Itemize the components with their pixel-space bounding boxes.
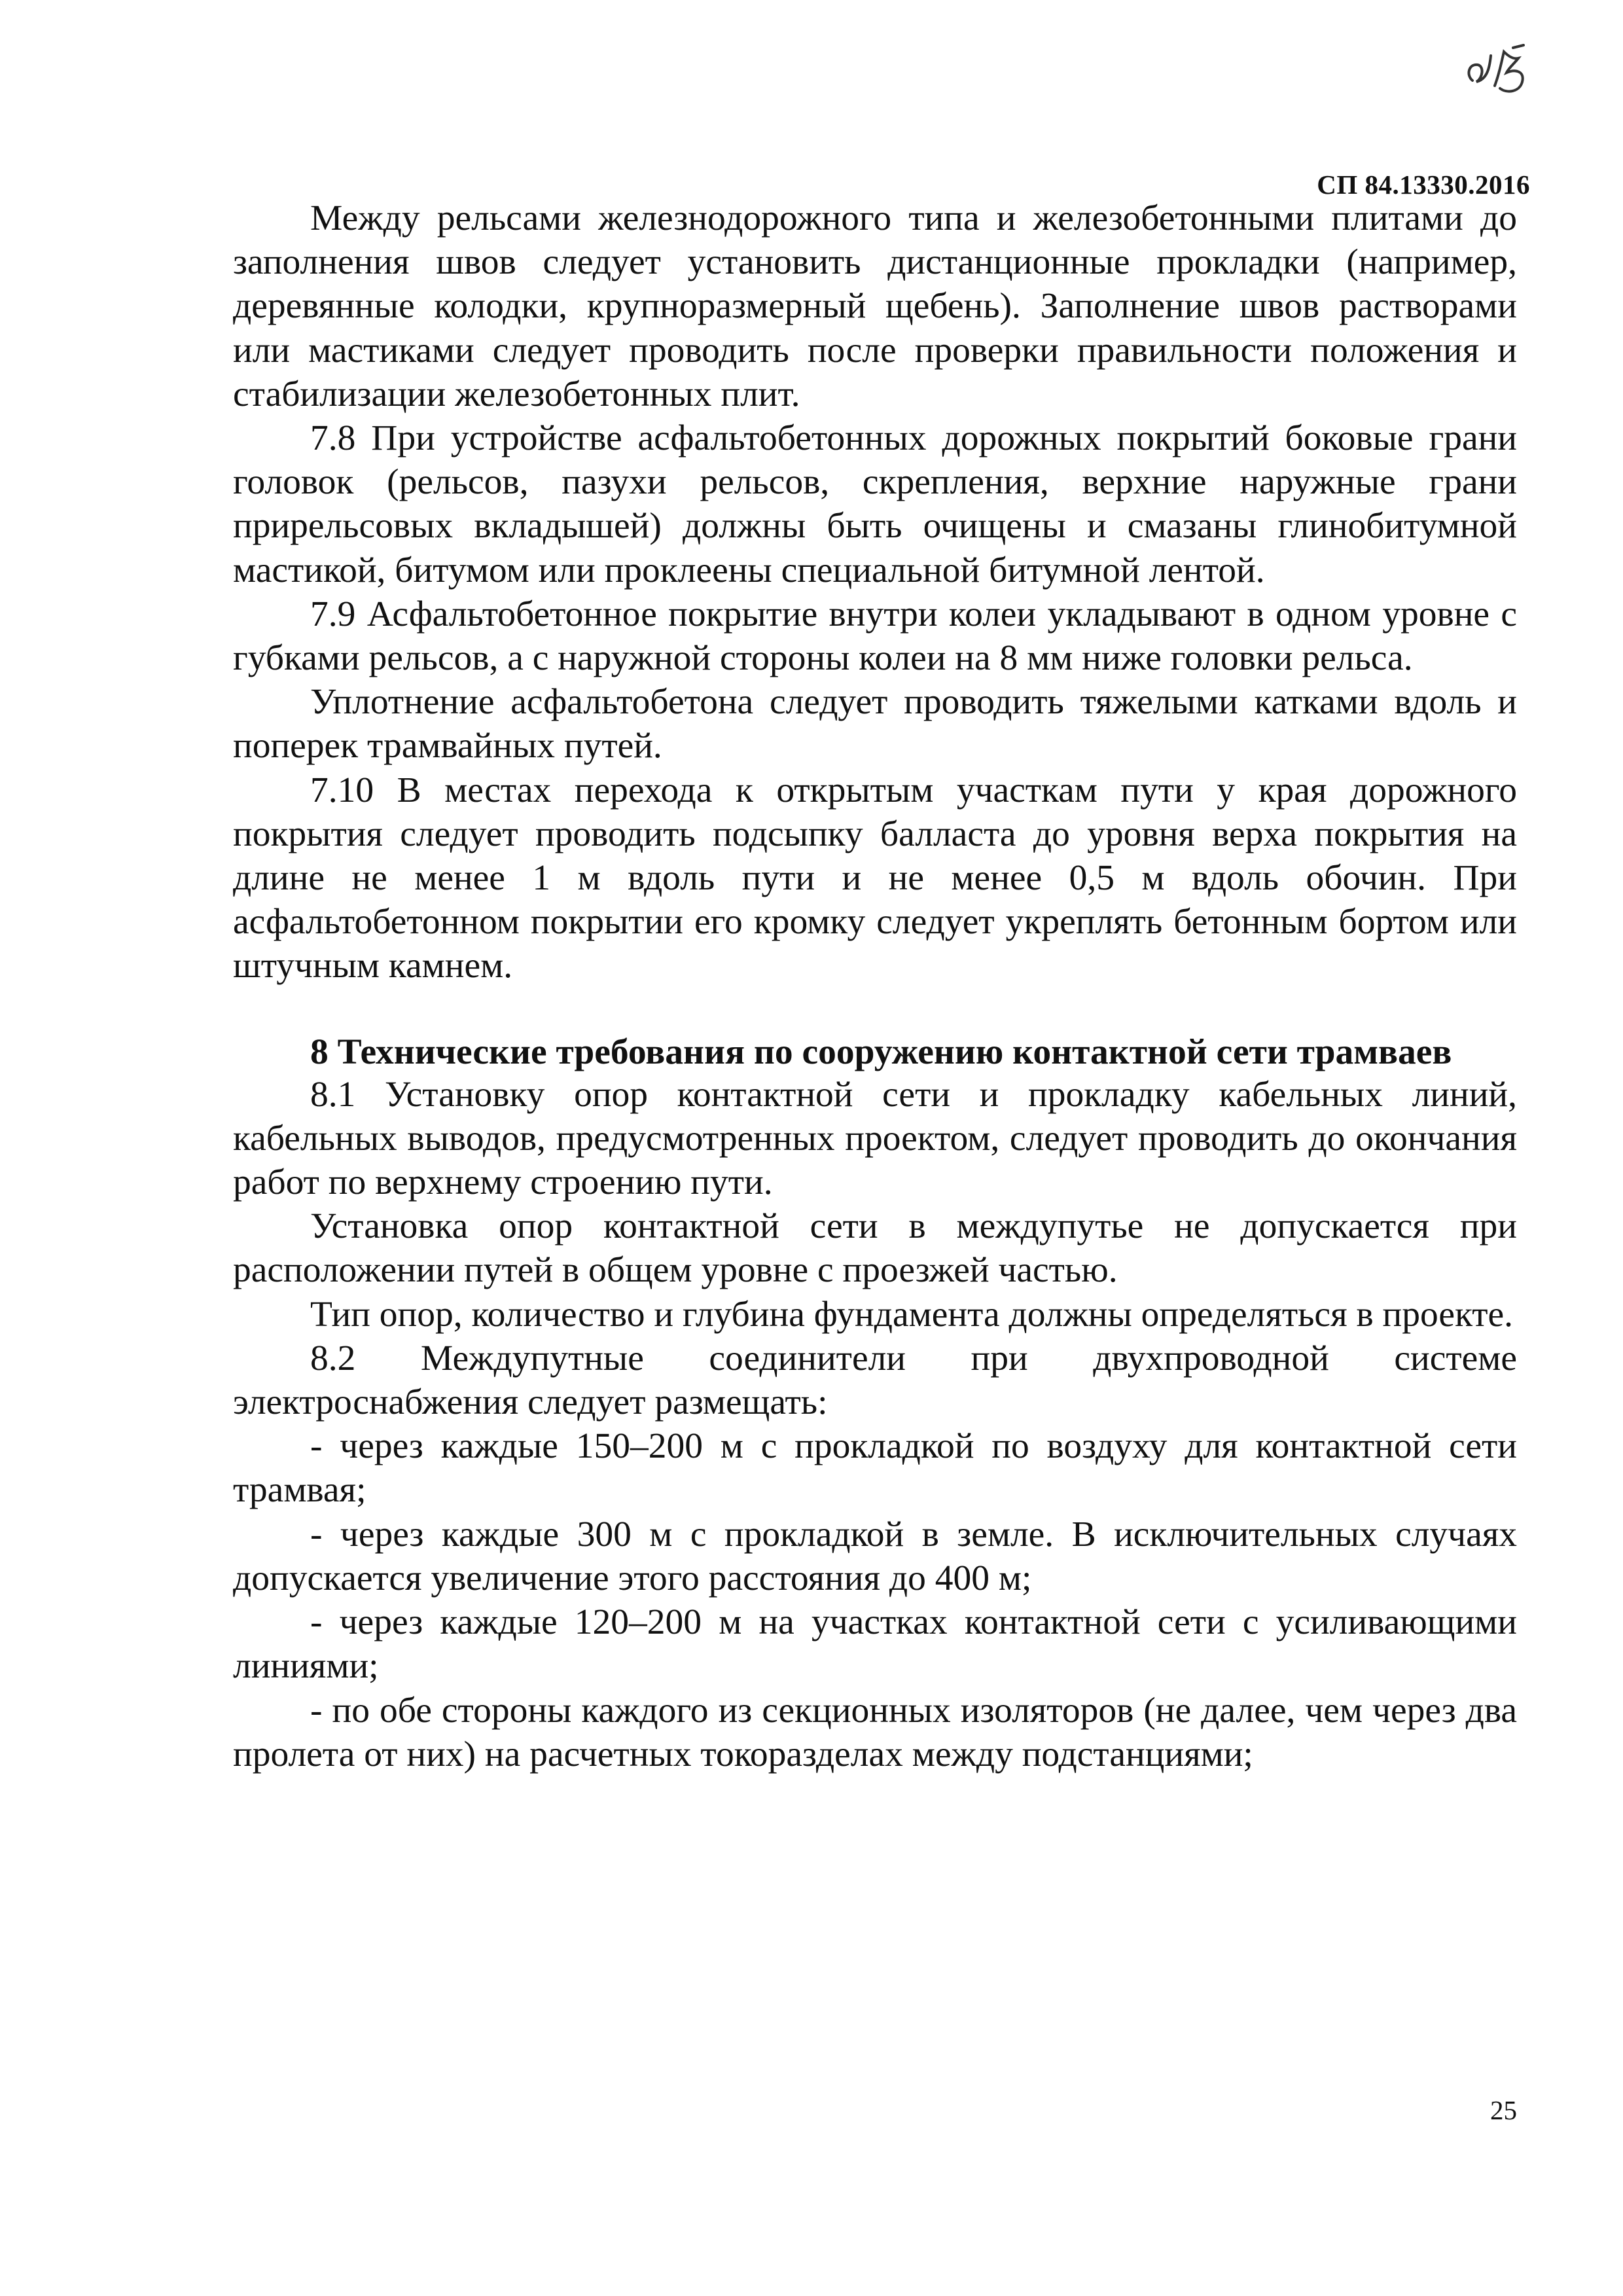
list-item: - по обе стороны каждого из секционных изоляторов (не далее, чем через два пролета от них) на расчетных токоразделах между подстанциями; bbox=[233, 1690, 1517, 1774]
section-heading-8: 8 Технические требования по сооружению контактной сети трамваев bbox=[310, 1031, 1452, 1072]
paragraph: Между рельсами железнодорожного типа и железобетонными плитами до заполнения швов следует установить дистанционные прокладки (например, деревянные колодки, крупноразмерный щебень). Заполнение швов растворами или мастиками следует проводить после проверки правильности положения и стабилизации железобетонных плит. bbox=[233, 198, 1517, 414]
document-body bbox=[233, 196, 1517, 1776]
list-item: - через каждые 300 м с прокладкой в земле. В исключительных случаях допускается увеличение этого расстояния до 400 м; bbox=[233, 1514, 1517, 1598]
paragraph-7-8: 7.8 При устройстве асфальтобетонных дорожных покрытий боковые грани головок (рельсов, пазухи рельсов, скрепления, верхние наружные грани прирельсовых вкладышей) должны быть очищены и смазаны глинобитумной мастикой, битумом или проклеены специальной битумной лентой. bbox=[233, 418, 1517, 590]
paragraph-8-1: 8.1 Установку опор контактной сети и прокладку кабельных линий, кабельных выводов, предусмотренных проектом, следует проводить до окончания работ по верхнему строению пути. bbox=[233, 1074, 1517, 1203]
document-code: СП 84.13330.2016 bbox=[1317, 170, 1530, 200]
list-item: - через каждые 150–200 м с прокладкой по воздуху для контактной сети трамвая; bbox=[233, 1426, 1517, 1511]
paragraph-7-10: 7.10 В местах перехода к открытым участкам пути у края дорожного покрытия следует проводить подсыпку балласта до уровня верха покрытия на длине не менее 1 м вдоль пути и не менее 0,5 м вдоль обочин. При асфальтобетонном покрытии его кромку следует укреплять бетонным бортом или штучным камнем. bbox=[233, 770, 1517, 986]
paragraph: Установка опор контактной сети в междупутье не допускается при расположении путей в общем уровне с проезжей частью. bbox=[233, 1206, 1517, 1291]
paragraph-8-2: 8.2 Междупутные соединители при двухпроводной системе электроснабжения следует размещать: bbox=[233, 1338, 1517, 1423]
list-item: - через каждые 120–200 м на участках контактной сети с усиливающими линиями; bbox=[233, 1602, 1517, 1687]
page-number: 25 bbox=[1490, 2095, 1517, 2125]
paragraph-7-9: 7.9 Асфальтобетонное покрытие внутри колеи укладывают в одном уровне с губками рельсов, а с наружной стороны колеи на 8 мм ниже головки рельса. bbox=[233, 594, 1517, 679]
handwritten-page-mark bbox=[1461, 29, 1539, 101]
paragraph: Уплотнение асфальтобетона следует проводить тяжелыми катками вдоль и поперек трамвайных путей. bbox=[233, 682, 1517, 766]
paragraph: Тип опор, количество и глубина фундамента должны определяться в проекте. bbox=[310, 1294, 1514, 1335]
